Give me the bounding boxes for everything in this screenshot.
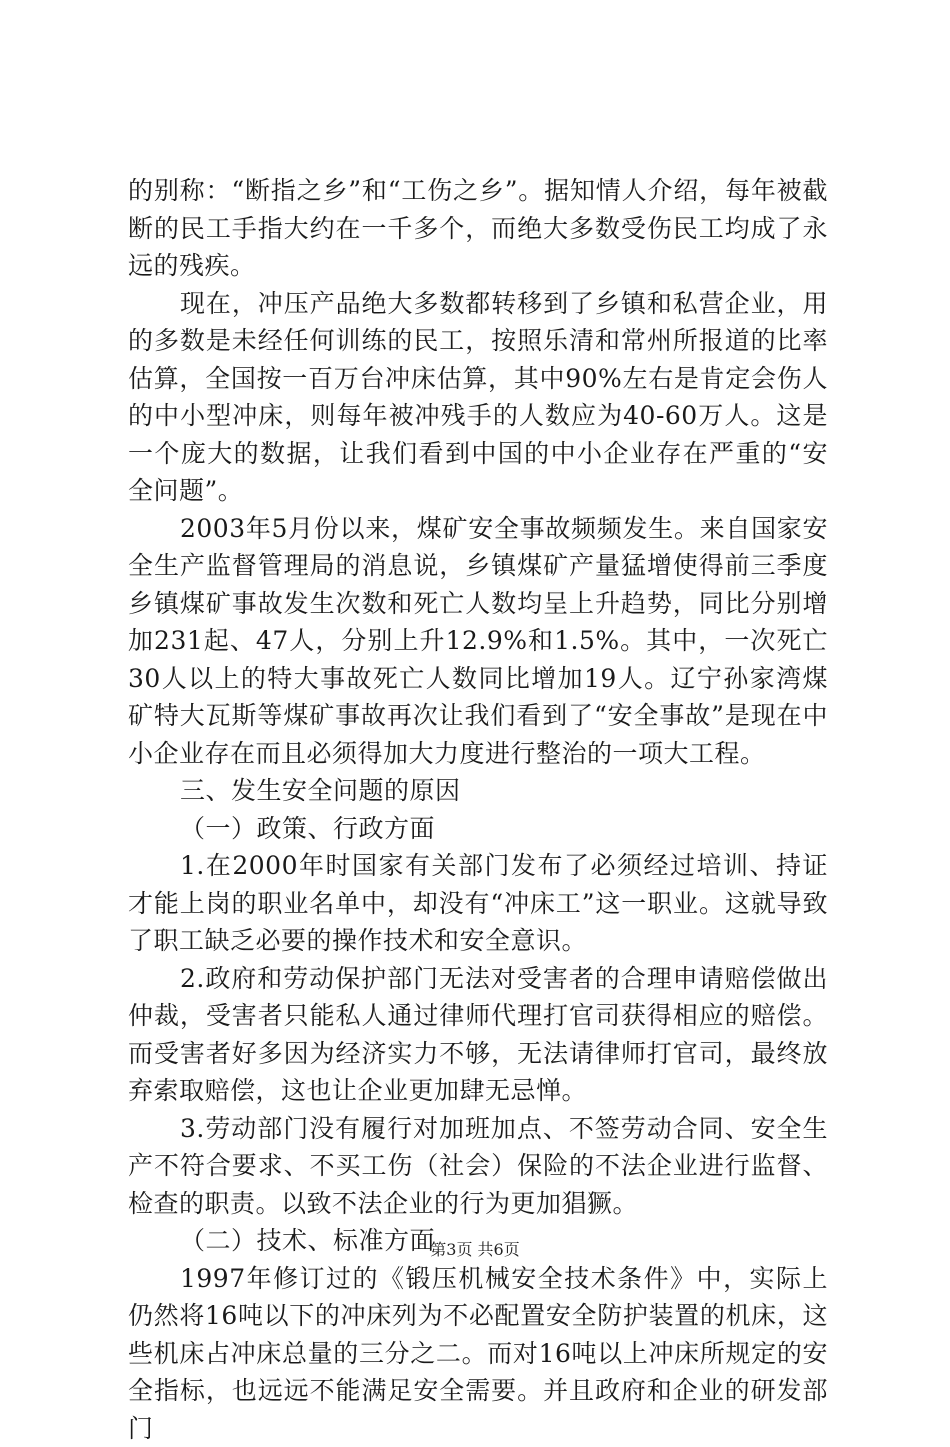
paragraph-policy-point-1: 1.在2000年时国家有关部门发布了必须经过培训、持证才能上岗的职业名单中，却没有“冲床工”这一职业。这就导致了职工缺乏必要的操作技术和安全意识。: [128, 847, 828, 960]
subsection-heading-policy: （一）政策、行政方面: [128, 810, 828, 848]
subsection-heading-technical: （二）技术、标准方面: [128, 1222, 828, 1260]
paragraph-coal-mine-accidents: 2003年5月份以来，煤矿安全事故频频发生。来自国家安全生产监督管理局的消息说，乡镇煤矿产量猛增使得前三季度乡镇煤矿事故发生次数和死亡人数均呈上升趋势，同比分别增加231起、47人，分别上升12.9%和1.5%。其中，一次死亡30人以上的特大事故死亡人数同比增加19人。辽宁孙家湾煤矿特大瓦斯等煤矿事故再次让我们看到了“安全事故”是现在中小企业存在而且必须得加大力度进行整治的一项大工程。: [128, 510, 828, 773]
paragraph-continuation: 的别称：“断指之乡”和“工伤之乡”。据知情人介绍，每年被截断的民工手指大约在一千多个，而绝大多数受伤民工均成了永远的残疾。: [128, 172, 828, 285]
section-heading-causes: 三、发生安全问题的原因: [128, 772, 828, 810]
paragraph-technical-standards: 1997年修订过的《锻压机械安全技术条件》中，实际上仍然将16吨以下的冲床列为不必配置安全防护装置的机床，这些机床占冲床总量的三分之二。而对16吨以上冲床所规定的安全指标，也远远不能满足安全需要。并且政府和企业的研发部门: [128, 1260, 828, 1447]
page-footer: 第3页 共6页: [0, 1240, 950, 1260]
paragraph-policy-point-3: 3.劳动部门没有履行对加班加点、不签劳动合同、安全生产不符合要求、不买工伤（社会）保险的不法企业进行监督、检查的职责。以致不法企业的行为更加猖獗。: [128, 1110, 828, 1223]
paragraph-stamping-statistics: 现在，冲压产品绝大多数都转移到了乡镇和私营企业，用的多数是未经任何训练的民工，按照乐清和常州所报道的比率估算，全国按一百万台冲床估算，其中90%左右是肯定会伤人的中小型冲床，则每年被冲残手的人数应为40-60万人。这是一个庞大的数据，让我们看到中国的中小企业存在严重的“安全问题”。: [128, 285, 828, 510]
paragraph-policy-point-2: 2.政府和劳动保护部门无法对受害者的合理申请赔偿做出仲裁，受害者只能私人通过律师代理打官司获得相应的赔偿。而受害者好多因为经济实力不够，无法请律师打官司，最终放弃索取赔偿，这也让企业更加肆无忌惮。: [128, 960, 828, 1110]
